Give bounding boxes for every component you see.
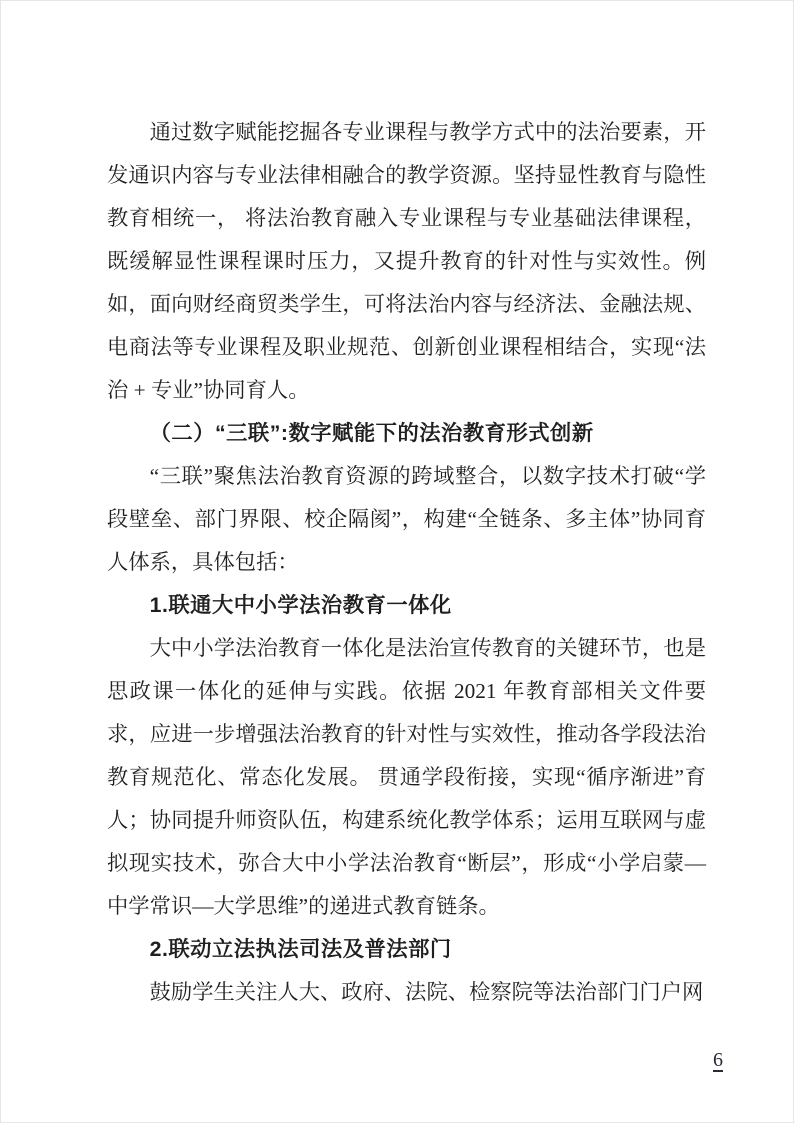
document-body (107, 111, 706, 1014)
body-paragraph: 鼓励学生关注人大、政府、法院、检察院等法治部门门户网 (149, 980, 704, 1004)
section-heading: （二）“三联”:数字赋能下的法治教育形式创新 (149, 421, 594, 445)
body-paragraph: “三联”聚焦法治教育资源的跨域整合，以数字技术打破“学段壁垒、部门界限、校企隔阂”，构建“全链条、多主体”协同育人体系，具体包括： (107, 464, 706, 574)
body-paragraph: 通过数字赋能挖掘各专业课程与教学方式中的法治要素，开发通识内容与专业法律相融合的教学资源。坚持显性教育与隐性教育相统一， 将法治教育融入专业课程与专业基础法律课程，既缓解显性课程课时压力，又提升教育的针对性与实效性。例如，面向财经商贸类学生，可将法治内容与经济法、金融法规、电商法等专业课程及职业规范、创新创业课程相结合，实现“法治 + 专业”协同育人。 (107, 120, 706, 402)
body-paragraph: 大中小学法治教育一体化是法治宣传教育的关键环节，也是思政课一体化的延伸与实践。依据 2021 年教育部相关文件要求，应进一步增强法治教育的针对性与实效性，推动各学段法治教育规范化、常态化发展。 贯通学段衔接，实现“循序渐进”育人；协同提升师资队伍，构建系统化教学体系；运用互联网与虚拟现实技术，弥合大中小学法治教育“断层”，形成“小学启蒙—中学常识—大学思维”的递进式教育链条。 (107, 636, 706, 918)
page-number: 6 (713, 1049, 723, 1071)
section-heading: 1.联通大中小学法治教育一体化 (149, 593, 452, 617)
section-heading: 2.联动立法执法司法及普法部门 (149, 937, 452, 961)
